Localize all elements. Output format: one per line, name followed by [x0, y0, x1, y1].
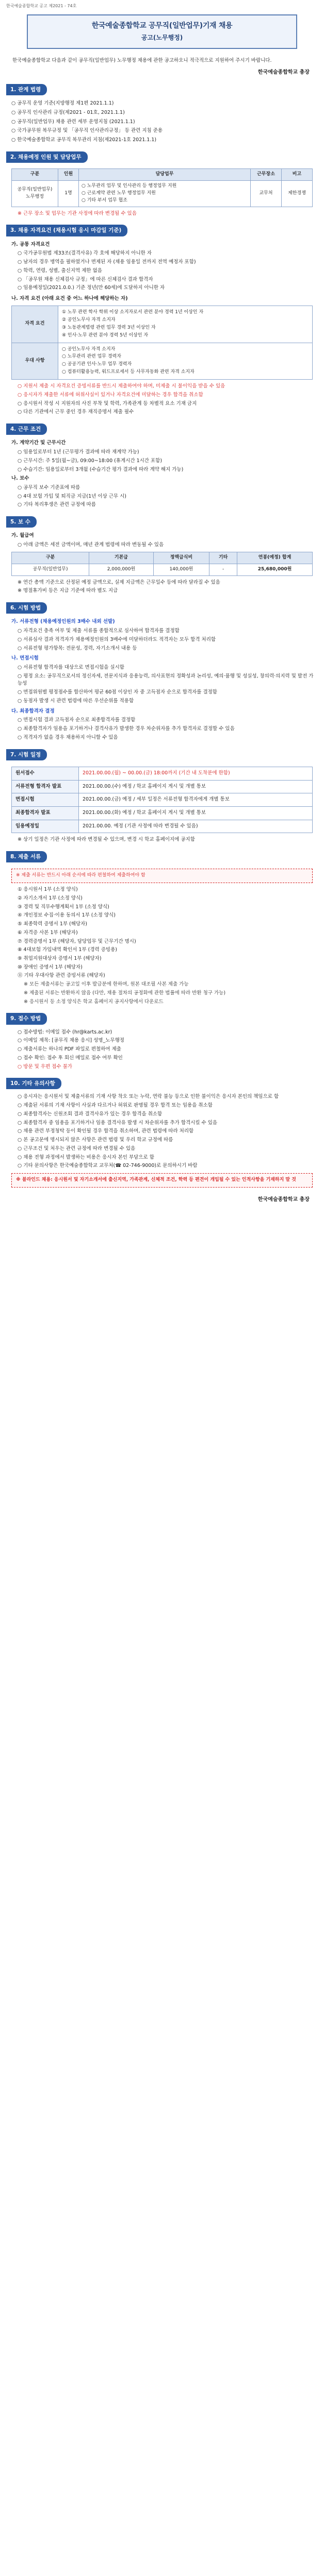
schedule-row [12, 793, 312, 807]
list-item: ※ 응시원서 등 소정 양식은 학교 홈페이지 공지사항에서 다운로드 [24, 998, 164, 1005]
schedule-table [11, 767, 313, 834]
list-item: ○ 이메일 제목: [공무직 채용 응시] 성명_노무행정 [18, 1038, 124, 1044]
list-item: ○ 공무직 운영 기준(지방행정 제1편 2021.1.1) [11, 100, 114, 107]
section-heading: 4. 근무 조건 [6, 423, 47, 435]
list-item: ○ 남자의 경우 병역을 필하였거나 면제된 자 (채용 임용일 전까지 전역 예정자 포함) [18, 259, 196, 265]
list-item: ⑦ 경력증명서 1부 (해당자, 담당업무 및 근무기간 명시) [18, 938, 136, 944]
list-item: ○ 서류전형 합격자를 대상으로 면접시험을 실시함 [18, 665, 124, 671]
qualification-content [58, 343, 312, 380]
list-item: ○ 공공기관 인사·노무 업무 경력자 [62, 362, 132, 367]
schedule-key: 원서접수 [12, 767, 79, 780]
table-header: 담당업무 [79, 169, 251, 181]
table-cell: ○ 노무관리 업무 및 인사관리 등 행정업무 지원 ○ 근로계약 관련 노무 행정업무 지원 ○ 기타 부서 업무 협조 [79, 180, 251, 207]
documents-banner: ※ 제출 서류는 반드시 아래 순서에 따라 편철하여 제출하여야 함 [11, 869, 313, 883]
list-item: ③ 노동관계법령 관련 업무 경력 3년 이상인 자 [62, 325, 156, 330]
section-heading: 7. 시험 일정 [6, 749, 47, 760]
section-salary [6, 516, 318, 595]
list-item: ○ 임용일로부터 1년 (근무평가 결과에 따라 재계약 가능) [18, 449, 139, 455]
list-item: ○ 공무직 인사관리 규정(제2021 - 01호, 2021.1.1) [11, 109, 125, 115]
section-heading: 5. 보 수 [6, 516, 37, 528]
list-item: ※ 모든 제출서류는 공고일 이후 발급분에 한하며, 원본 대조필 사본 제출 가능 [24, 981, 189, 988]
schedule-value: 2021.00.00.(월) ~ 00.00.(금) 18:00까지 (기간 내 도착분에 한함) [83, 770, 230, 776]
subheading: 가. 공통 자격요건 [11, 241, 50, 247]
list-item: ○ 접수 확인: 접수 후 회신 메일로 접수 여부 확인 [18, 1055, 123, 1061]
section-heading: 6. 시험 방법 [6, 602, 47, 614]
list-item: ⑨ 취업지원대상자 증명서 1부 (해당자) [18, 956, 102, 962]
positions-table-wrap [11, 168, 313, 207]
list-item: ① 노무 관련 학사 학위 이상 소지자로서 관련 분야 경력 1년 이상인 자 [62, 309, 204, 315]
list-item: ※ 연간 총액 기준으로 산정된 예정 금액으로, 실제 지급액은 근무일수 등에 따라 달라질 수 있음 [18, 579, 220, 585]
qualification-box [11, 306, 313, 380]
list-item: ○ 서류심사 결과 적격자가 채용예정인원의 3배수에 미달하더라도 적격자는 모두 합격 처리함 [18, 636, 216, 642]
list-item: ○ 국가공무원법 제33조(결격사유) 각 호에 해당하지 아니한 자 [18, 250, 152, 257]
section-schedule [6, 749, 318, 844]
list-item: ○ 채용 관련 부정청탁 등이 확인될 경우 합격을 취소하며, 관련 법령에 따라 처리함 [18, 1128, 194, 1134]
list-item: ○ 적격자가 없을 경우 채용하지 아니할 수 있음 [18, 734, 118, 740]
table-header: 기타 [209, 552, 237, 564]
subheading: 나. 면접시험 [11, 655, 39, 662]
list-item: ○ 응시원서 작성 시 지원자의 사진 부착 및 학력, 가족관계 등 차별적 요소 기재 금지 [18, 400, 197, 406]
schedule-key: 임용예정일 [12, 820, 79, 833]
table-header-row [12, 169, 313, 181]
subheading: 가. 서류전형 (채용예정인원의 3배수 내외 선발) [11, 619, 115, 625]
subheading: 다. 최종합격자 결정 [11, 708, 55, 714]
list-item: ④ 인사·노무 관련 분야 경력 5년 이상인 자 [62, 332, 149, 338]
qualification-content [58, 306, 312, 343]
table-header: 구분 [12, 169, 58, 181]
table-cell: - [209, 564, 237, 575]
list-item: ○ 방문 및 우편 접수 불가 [18, 1063, 72, 1070]
salary-table [11, 552, 313, 576]
table-cell: 1명 [58, 180, 79, 207]
list-item: ○ 다른 기관에서 근무 중인 경우 재직증명서 제출 필수 [18, 409, 134, 415]
list-item: ○ 「공무원 채용 신체검사 규정」에 따른 신체검사 결과 합격자 [18, 276, 153, 282]
subheading: 나. 보수 [11, 476, 29, 482]
schedule-key: 면접시험 [12, 793, 79, 806]
closing-signature: 한국예술종합학교 총장 [257, 1196, 310, 1202]
blind-hiring-notice: ※ 블라인드 채용: 응시원서 및 자기소개서에 출신지역, 가족관계, 신체적 조건, 학력 등 편견이 개입될 수 있는 인적사항을 기재하지 말 것 [11, 1173, 313, 1188]
schedule-row [12, 767, 312, 781]
schedule-value: 2021.00.00.(수) 예정 / 학교 홈페이지 게시 및 개별 통보 [83, 783, 206, 789]
list-item: ○ 제출서류는 하나의 PDF 파일로 편철하여 제출 [18, 1046, 121, 1053]
qualification-row [12, 343, 312, 380]
schedule-row [12, 820, 312, 833]
section-conditions [6, 423, 318, 509]
list-item: ※ 명절휴가비 등은 지급 기준에 따라 별도 지급 [18, 588, 118, 594]
table-header: 인원 [58, 169, 79, 181]
qualification-label: 자격 요건 [12, 306, 58, 343]
list-item: ① 응시원서 1부 (소정 양식) [18, 887, 78, 893]
list-item: ○ 제출된 서류의 기재 사항이 사실과 다르거나 허위로 판명될 경우 합격 또는 임용을 취소함 [18, 1103, 213, 1109]
table-header: 구분 [12, 552, 89, 564]
section-positions [6, 151, 318, 218]
section-qualifications [6, 225, 318, 416]
table-cell: 공무직(일반업무) 노무행정 [12, 180, 58, 207]
list-item: ○ 컴퓨터활용능력, 워드프로세서 등 사무자동화 관련 자격 소지자 [62, 369, 195, 375]
list-item: ⑩ 장애인 증명서 1부 (해당자) [18, 964, 83, 970]
intro-paragraph: 한국예술종합학교 다음과 같이 공무직(일반업무) 노무행정 채용에 관한 공고하오니 적극적으로 지원하여 주시기 바랍니다. [12, 57, 272, 63]
list-item: ○ 한국예술종합학교 공무직 복무관리 지침(제2021-1호 2021.1.1) [11, 137, 157, 143]
list-item: ○ 최종합격자가 임용을 포기하거나 결격사유가 발생한 경우 차순위자를 추가 합격자로 결정할 수 있음 [18, 726, 235, 732]
qualification-row [12, 306, 312, 343]
list-item: ○ 근무시간: 주 5일(월~금), 09:00~18:00 (휴게시간 1시간 포함) [18, 457, 163, 464]
list-item: ○ 최종합격자 중 임용을 포기하거나 임용 결격사유 발생 시 차순위자를 추가 합격시킬 수 있음 [18, 1120, 218, 1126]
table-cell: 25,680,000원 [237, 564, 313, 575]
table-header: 비고 [282, 169, 313, 181]
table-row [12, 564, 313, 575]
table-note: ※ 근무 장소 및 업무는 기관 사정에 따라 변경될 수 있음 [18, 210, 137, 216]
subheading: 가. 계약기간 및 근무시간 [11, 440, 66, 446]
list-item: ○ 본 공고문에 명시되지 않은 사항은 관련 법령 및 우리 학교 규정에 따름 [18, 1137, 173, 1143]
list-item: ② 자기소개서 1부 (소정 양식) [18, 895, 83, 902]
schedule-value: 2021.00.00.(금) 예정 / 세부 일정은 서류전형 합격자에게 개별 통보 [83, 796, 230, 803]
list-item: ○ 공인노무사 자격 소지자 [62, 346, 116, 352]
list-item: ○ 자격요건 충족 여부 및 제출 서류를 종합적으로 심사하여 합격자를 결정함 [18, 628, 180, 634]
list-item: ○ 공무직(일반업무) 채용 관련 세부 운영지침 (2021.1.1) [11, 118, 135, 125]
section-documents [6, 851, 318, 1006]
document-subtitle: 공고(노무행정) [141, 34, 183, 42]
section-heading: 2. 채용예정 인원 및 담당업무 [6, 151, 88, 163]
signature: 한국예술종합학교 총장 [257, 70, 310, 76]
list-item: ○ 4대 보험 가입 및 퇴직금 지급(1년 이상 근무 시) [18, 493, 126, 499]
table-row [12, 180, 313, 207]
list-item: ○ 접수방법: 이메일 접수 (hr@karts.ac.kr) [18, 1029, 112, 1035]
list-item: ○ 근무조건 및 처우는 관련 규정에 따라 변경될 수 있음 [18, 1145, 136, 1151]
section-heading: 3. 채용 자격요건 (채용시험 응시 마감일 기준) [6, 225, 127, 236]
list-item: ○ 최종합격자는 신원조회 결과 결격사유가 있는 경우 합격을 취소함 [18, 1111, 163, 1117]
list-item: ○ 면접위원별 평정점수를 합산하여 평균 60점 이상인 자 중 고득점자 순으로 합격자를 결정함 [18, 689, 217, 696]
list-item: ③ 경력 및 직무수행계획서 1부 (소정 양식) [18, 904, 109, 910]
list-item: ○ 기타 복리후생은 관련 규정에 따름 [18, 502, 96, 508]
title-box [27, 14, 297, 48]
list-item: ○ 지원서 제출 시 자격요건 증빙서류를 반드시 제출하여야 하며, 미제출 시 불이익을 받을 수 있음 [18, 383, 225, 389]
list-item: ○ 기타 문의사항은 한국예술종합학교 교무처(☎ 02-746-9000)로 문의하시기 바람 [18, 1163, 198, 1169]
list-item: ○ 응시자가 제출한 서류에 허위사실이 있거나 자격요건에 미달하는 경우 합격을 취소함 [18, 392, 203, 398]
table-cell: 140,000원 [153, 564, 209, 575]
list-item: ○ 수습기간: 임용일로부터 3개월 (수습기간 평가 결과에 따라 계약 해지 가능) [18, 466, 184, 472]
list-item: ○ 아래 금액은 세전 금액이며, 매년 관계 법령에 따라 변동될 수 있음 [18, 542, 164, 548]
list-item: ○ 국가공무원 복무규정 및 「공무직 인사관리규정」 등 관련 지침 준용 [11, 128, 163, 134]
list-item: ○ 동점자 발생 시 관련 법령에 따른 우선순위를 적용함 [18, 698, 134, 704]
schedule-value: 2021.00.00. 예정 (기관 사정에 따라 변경될 수 있음) [83, 823, 198, 829]
table-cell: 교무처 [251, 180, 282, 207]
list-item: ○ 서류전형 평가항목: 전문성, 경력, 자기소개서 내용 등 [18, 645, 137, 651]
section-laws [6, 84, 318, 144]
list-item: ※ 제출된 서류는 반환하지 않음 (다만, 채용 절차의 공정화에 관한 법률에 따라 반환 청구 가능) [24, 990, 226, 996]
document-number: 한국예술종합학교 공고 제2021 - 74호 [6, 4, 77, 8]
list-item: ⑥ 자격증 사본 1부 (해당자) [18, 929, 78, 936]
table-cell: 공무직(일반업무) [12, 564, 89, 575]
list-item: ② 공인노무사 자격 소지자 [62, 317, 116, 323]
list-item: ⑪ 기타 우대사항 관련 증빙서류 (해당자) [18, 973, 105, 979]
list-item: ○ 임용예정일(2021.0.0.) 기준 정년(만 60세)에 도달하지 아니한 자 [18, 285, 165, 291]
schedule-key: 최종합격자 발표 [12, 807, 79, 820]
table-header: 정액급식비 [153, 552, 209, 564]
schedule-key: 서류전형 합격자 발표 [12, 781, 79, 793]
section-exam-method [6, 602, 318, 741]
table-cell: 2,000,000원 [89, 564, 154, 575]
list-item: ○ 노무관리 관련 업무 경력자 [62, 354, 121, 360]
list-item: ○ 채용 전형 과정에서 발생하는 비용은 응시자 본인 부담으로 함 [18, 1154, 154, 1160]
table-header-row [12, 552, 313, 564]
section-heading: 8. 제출 서류 [6, 851, 47, 862]
section-heading: 10. 기타 유의사항 [6, 1078, 61, 1089]
section-heading: 9. 접수 방법 [6, 1013, 47, 1024]
positions-table [11, 168, 313, 207]
list-item: ⑧ 4대보험 가입내역 확인서 1부 (경력 증빙용) [18, 947, 117, 953]
section-notes [6, 1078, 318, 1188]
list-item: ○ 학력, 연령, 성별, 출신지역 제한 없음 [18, 267, 102, 274]
list-item: ○ 공무직 보수 기준표에 따름 [18, 485, 80, 491]
schedule-row [12, 807, 312, 820]
table-header: 기본급 [89, 552, 154, 564]
schedule-note: ※ 상기 일정은 기관 사정에 따라 변경될 수 있으며, 변경 시 학교 홈페이지에 공지함 [18, 837, 195, 843]
table-header: 근무장소 [251, 169, 282, 181]
table-cell: 제한경쟁 [282, 180, 313, 207]
section-heading: 1. 관계 법령 [6, 84, 47, 95]
list-item: ○ 면접시험 결과 고득점자 순으로 최종합격자를 결정함 [18, 717, 136, 723]
subheading: 나. 자격 요건 (아래 요건 중 어느 하나에 해당하는 자) [11, 296, 128, 302]
salary-table-wrap [11, 552, 313, 576]
table-header: 연봉(예정) 합계 [237, 552, 313, 564]
schedule-row [12, 781, 312, 794]
list-item: ○ 응시자는 응시원서 및 제출서류의 기재 사항 착오 또는 누락, 연락 불능 등으로 인한 불이익은 응시자 본인의 책임으로 함 [18, 1094, 279, 1100]
subheading: 가. 월급여 [11, 533, 34, 539]
list-item: ⑤ 최종학력 증명서 1부 (해당자) [18, 921, 87, 927]
schedule-value: 2021.00.00.(화) 예정 / 학교 홈페이지 게시 및 개별 통보 [83, 809, 206, 816]
qualification-label: 우대 사항 [12, 343, 58, 380]
list-item: ④ 개인정보 수집·이용 동의서 1부 (소정 양식) [18, 912, 116, 919]
list-item: ○ 평정 요소: 공무직으로서의 정신자세, 전문지식과 응용능력, 의사표현의 정확성과 논리성, 예의·품행 및 성실성, 창의력·의지력 및 발전 가능성 [18, 673, 314, 687]
document-title: 한국예술종합학교 공무직(일반업무)기재 채용 [91, 22, 233, 30]
section-submission [6, 1013, 318, 1071]
